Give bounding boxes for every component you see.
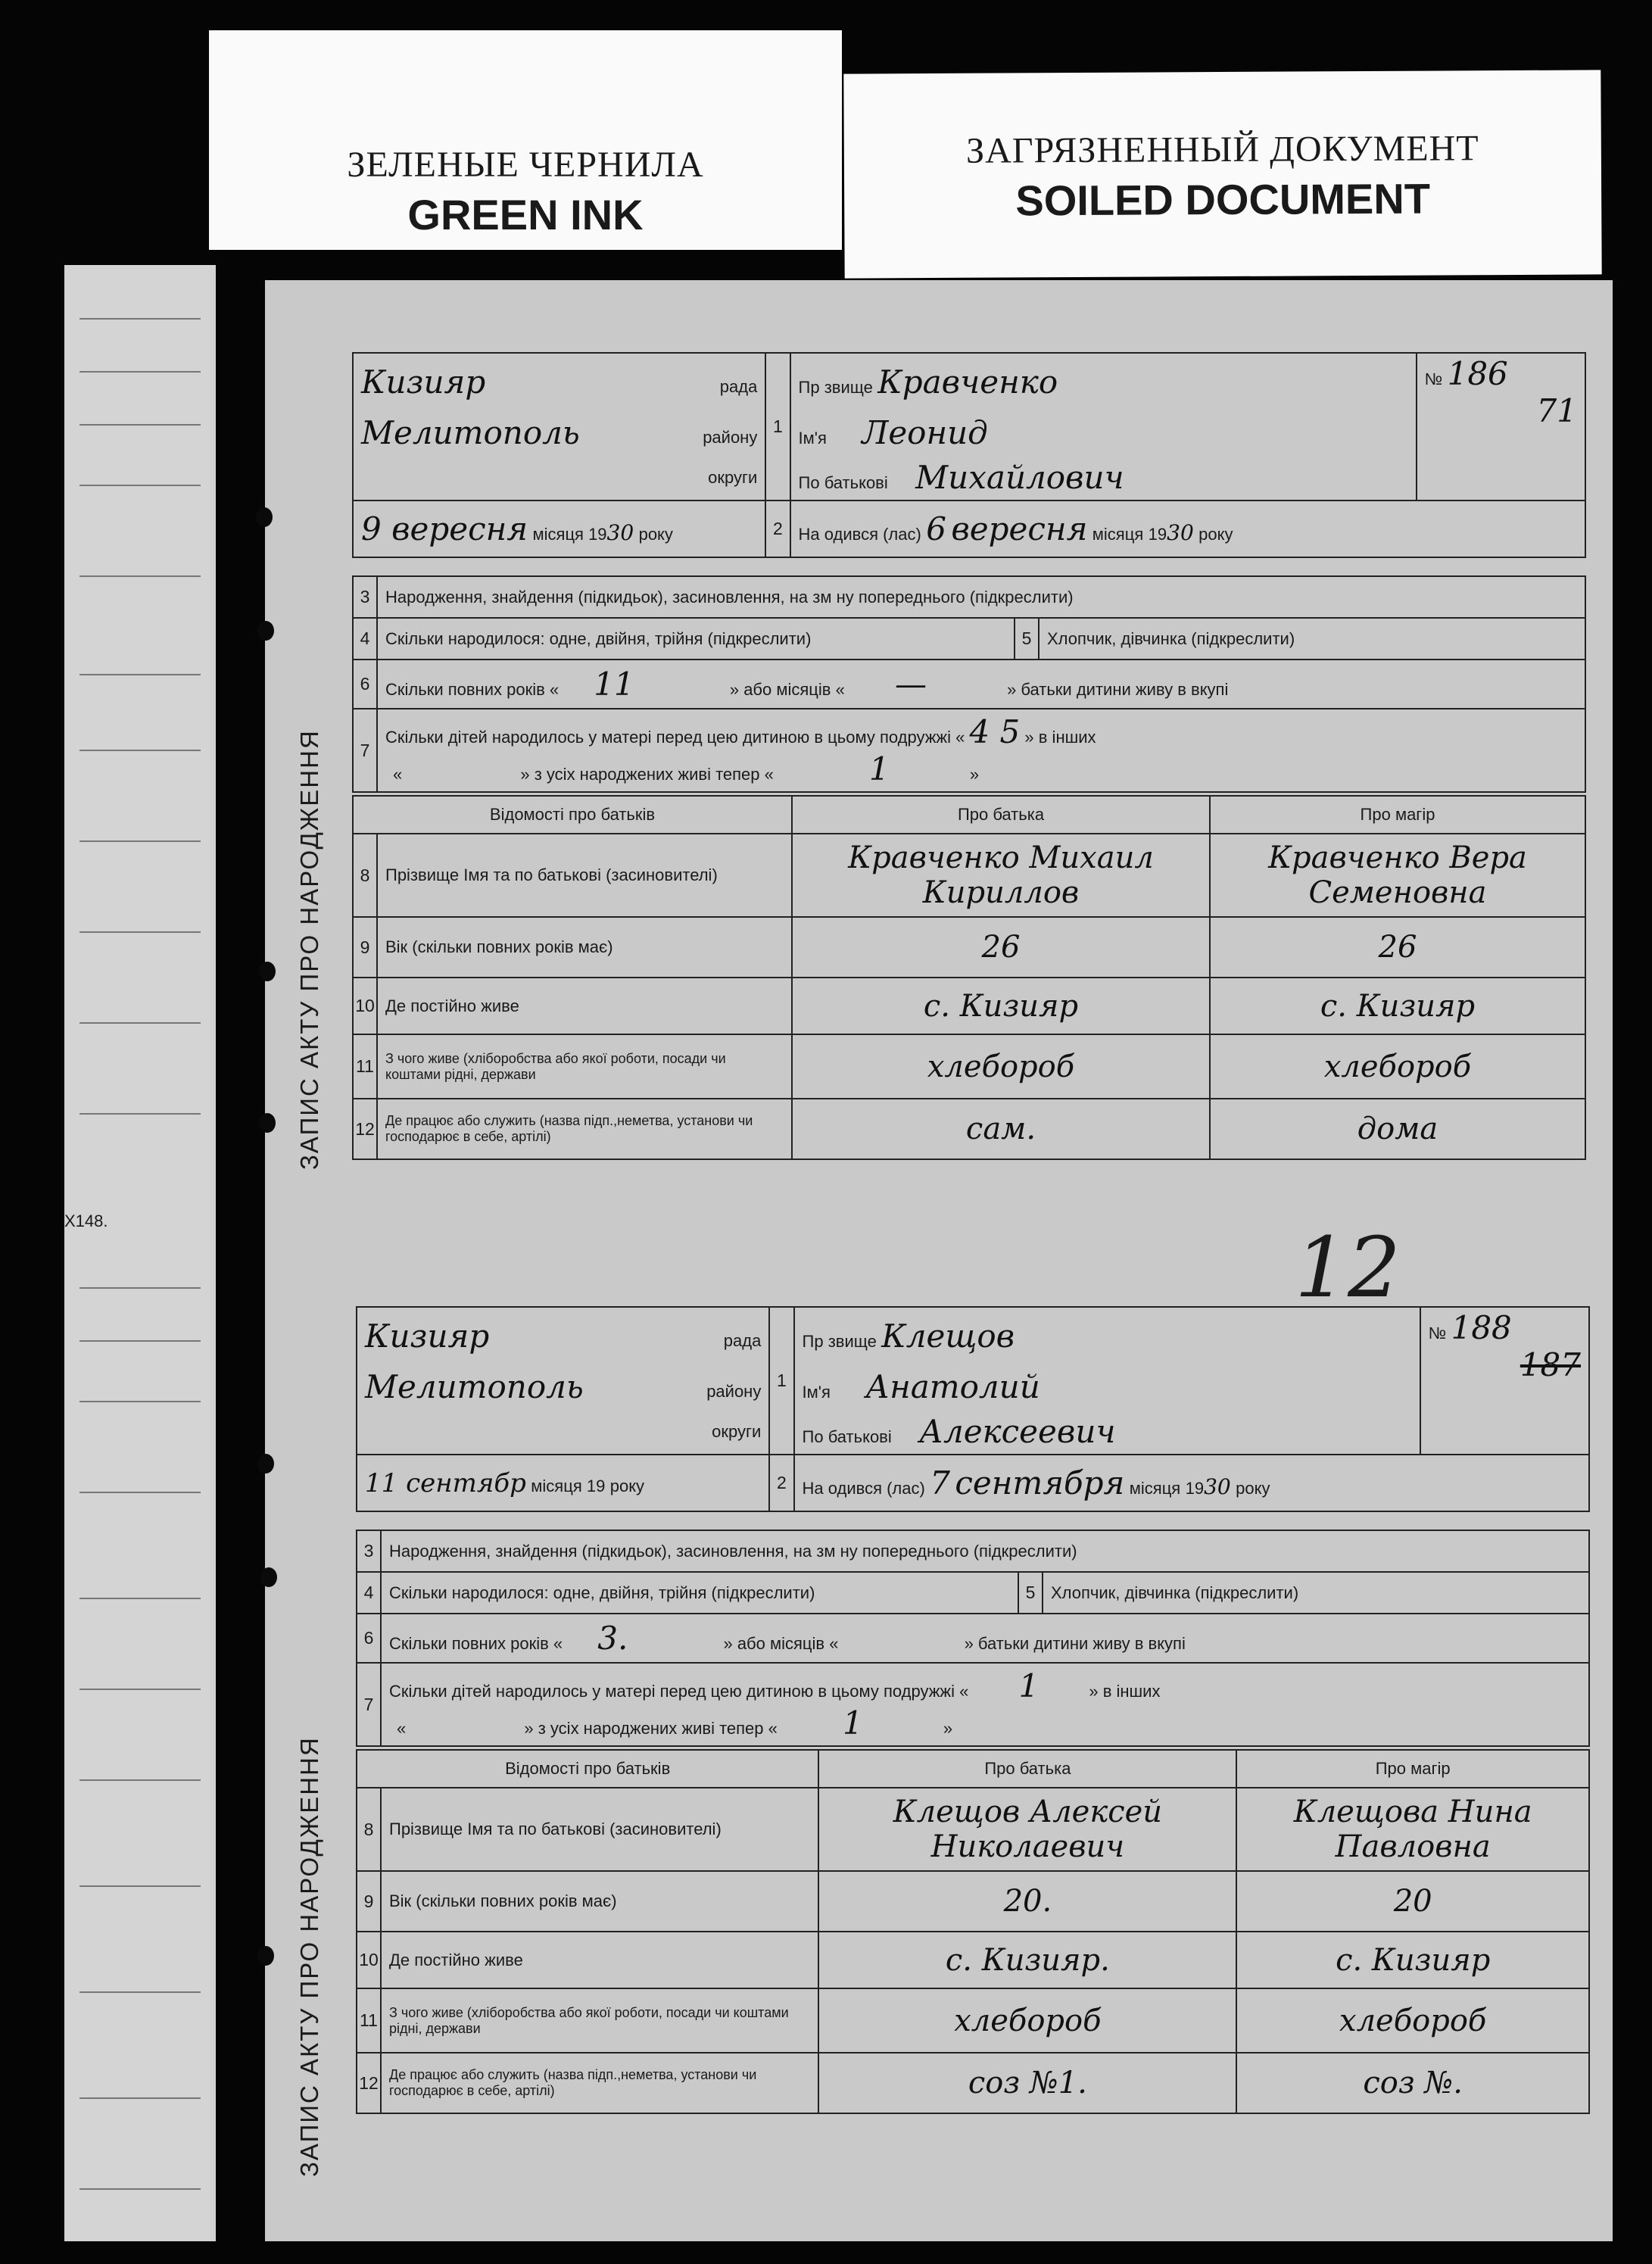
strip-code: X148. (64, 1212, 108, 1230)
father-occupation: хлебороб (792, 1034, 1210, 1099)
registration-year: 30 (606, 520, 634, 545)
years-together: 11 (594, 666, 634, 703)
sheet-number: 12 (1295, 1219, 1401, 1316)
soiled-document-label-ru: ЗАГРЯЗНЕННЫЙ ДОКУМЕНТ (965, 128, 1479, 171)
name-value: Леонид (862, 413, 988, 451)
rada-value: Кизияр (365, 1317, 490, 1355)
surname-label: Пр звище (798, 377, 873, 397)
rada-label: рада (719, 376, 758, 396)
row-3-label: Народження, знайдення (підкидьок), засиновлення, на зм ну попереднього (підкреслити) (377, 576, 1585, 618)
children-alive: 1 (869, 750, 890, 787)
surname-cell (790, 353, 1417, 410)
mother-workplace: дома (1210, 1099, 1585, 1159)
months-together: — (894, 666, 927, 703)
father-workplace: сам. (792, 1099, 1210, 1159)
record-header: Кизияр рада 1 Пр звище Кравченко № 186 71 Мелитополь району Ім'я Леонид округи По батькові Михайлович 9 вересня місяця 1930 року 2 На одився (лас) 6 вересня місяця 1930 року (352, 352, 1586, 558)
year-label: року (638, 525, 673, 544)
record-title: ЗАПИС АКТУ ПРО НАРОДЖЕННЯ (295, 729, 323, 1170)
record-number-2: 187 (1520, 1346, 1581, 1383)
mother-residence: с. Кизияр (1210, 978, 1585, 1034)
father-name: Клещов Алексей Николаевич (818, 1788, 1236, 1871)
surname-value: Кравченко (877, 363, 1058, 401)
record-header: Кизияр рада 1 Пр звище Клещов № 188 187 Мелитополь району Ім'я Анатолий округи По батькові Алексеевич 11 сентябр місяця 19 року 2 На одився (лас) 7 сентября місяця 1930 року (356, 1306, 1590, 1512)
father-workplace: соз №1. (818, 2053, 1236, 2113)
registration-date: 11 сентябр (365, 1467, 526, 1498)
number-label: № (1424, 370, 1443, 388)
born-month: вересня (951, 510, 1088, 547)
mother-header: Про магір (1210, 796, 1585, 834)
born-day: 7 (930, 1464, 950, 1502)
mother-name: Клещова Нина Павловна (1236, 1788, 1589, 1871)
record-title: ЗАПИС АКТУ ПРО НАРОДЖЕННЯ (295, 1736, 323, 2177)
name-label: Ім'я (798, 428, 827, 447)
patronymic-value: Алексеевич (919, 1413, 1116, 1450)
record-number: 186 (1447, 355, 1508, 392)
rayon-value: Мелитополь (361, 413, 580, 451)
father-residence: с. Кизияр (792, 978, 1210, 1034)
month-label: місяця 19 (532, 525, 607, 544)
info-header: Відомості про батьків (353, 796, 792, 834)
mother-workplace: соз №. (1236, 2053, 1589, 2113)
father-residence: с. Кизияр. (818, 1932, 1236, 1988)
green-ink-label-ru: ЗЕЛЕНЫЕ ЧЕРНИЛА (347, 145, 704, 185)
mother-occupation: хлебороб (1236, 1988, 1589, 2053)
father-name: Кравченко Михаил Кириллов (792, 834, 1210, 917)
father-occupation: хлебороб (818, 1988, 1236, 2053)
name-value: Анатолий (865, 1367, 1040, 1405)
soiled-document-label-en: SOILED DOCUMENT (1015, 174, 1431, 225)
mother-age: 26 (1210, 917, 1585, 978)
record-questions: 3 Народження, знайдення (підкидьок), засиновлення, на зм ну попереднього (підкреслити) 4 Скільки народилося: одне, двійня, трійня (підкреслити) 5 Хлопчик, дівчинка (підкреслити) 6 Скільки повних років « 11 » або місяців « — » батьки дитини живу в вкупі 7 Скільки дітей народилось у матері перед цею дитиною в цьому подружжі « 4 5 » в інших « » з усіх народжених живі тепер « 1 » (352, 575, 1586, 793)
rayon-label: району (703, 427, 758, 447)
green-ink-label (209, 30, 842, 250)
row-4-label: Скільки народилося: одне, двійня, трійня (підкреслити) (377, 618, 1015, 660)
children-before: 1 (1018, 1667, 1040, 1704)
born-year: 30 (1204, 1474, 1231, 1499)
parents-table: Відомості про батьків Про батька Про магір 8 Прізвище Імя та по батькові (засиновителі) Кравченко Михаил Кириллов Кравченко Вера Семеновна 9 Вік (скільки повних років має) 26 26 10 Де постійно живе с. Кизияр с. Кизияр 11 З чого живе (хліборобства або якої роботи, посади чи коштами рідні, держави хлебороб хлебороб 12 Де працює або служить (назва підп.,неметва, установи чи господарює в себе, артілі) сам. дома (352, 795, 1586, 1160)
born-year: 30 (1167, 520, 1194, 545)
patronymic-label: По батькові (798, 473, 888, 492)
green-ink-label-en: GREEN INK (407, 191, 644, 239)
registration-date: 9 вересня (361, 510, 528, 547)
record-number: 188 (1451, 1309, 1512, 1346)
children-before: 4 5 (969, 713, 1021, 750)
rayon-value: Мелитополь (365, 1367, 584, 1405)
row-5-label: Хлопчик, дівчинка (підкреслити) (1039, 618, 1585, 660)
okruhy-label: округи (708, 467, 758, 487)
father-age: 20. (818, 1871, 1236, 1932)
mother-name: Кравченко Вера Семеновна (1210, 834, 1585, 917)
father-age: 26 (792, 917, 1210, 978)
parents-table: Відомості про батьків Про батька Про магір 8 Прізвище Імя та по батькові (засиновителі) Клещов Алексей Николаевич Клещова Нина Павловна 9 Вік (скільки повних років має) 20. 20 10 Де постійно живе с. Кизияр. с. Кизияр 11 З чого живе (хліборобства або якої роботи, посади чи коштами рідні, держави хлебороб хлебороб 12 Де працює або служить (назва підп.,неметва, установи чи господарює в себе, артілі) соз №1. соз №. (356, 1749, 1590, 2114)
mother-occupation: хлебороб (1210, 1034, 1585, 1099)
patronymic-value: Михайлович (915, 459, 1124, 496)
number-cell (1417, 353, 1585, 501)
born-month: сентября (955, 1464, 1125, 1502)
surname-value: Клещов (881, 1317, 1015, 1355)
years-together: 3. (597, 1620, 628, 1657)
record-questions: 3 Народження, знайдення (підкидьок), засиновлення, на зм ну попереднього (підкреслити) 4 Скільки народилося: одне, двійня, трійня (підкреслити) 5 Хлопчик, дівчинка (підкреслити) 6 Скільки повних років « 3. » або місяців « » батьки дитини живу в вкупі 7 Скільки дітей народилось у матері перед цею дитиною в цьому подружжі « 1 » в інших « » з усіх народжених живі тепер « 1 » (356, 1530, 1590, 1747)
soiled-document-label (843, 70, 1601, 278)
father-header: Про батька (792, 796, 1210, 834)
rada-value: Кизияр (361, 363, 486, 401)
born-label: На одився (лас) (798, 525, 921, 544)
register-page (265, 280, 1613, 2241)
mother-age: 20 (1236, 1871, 1589, 1932)
rada-cell (353, 353, 765, 410)
record-number-2: 71 (1536, 392, 1577, 429)
left-page-strip (64, 265, 216, 2241)
children-alive: 1 (843, 1704, 863, 1742)
mother-residence: с. Кизияр (1236, 1932, 1589, 1988)
born-month-label: місяця (1092, 525, 1144, 544)
born-day: 6 (926, 510, 946, 547)
